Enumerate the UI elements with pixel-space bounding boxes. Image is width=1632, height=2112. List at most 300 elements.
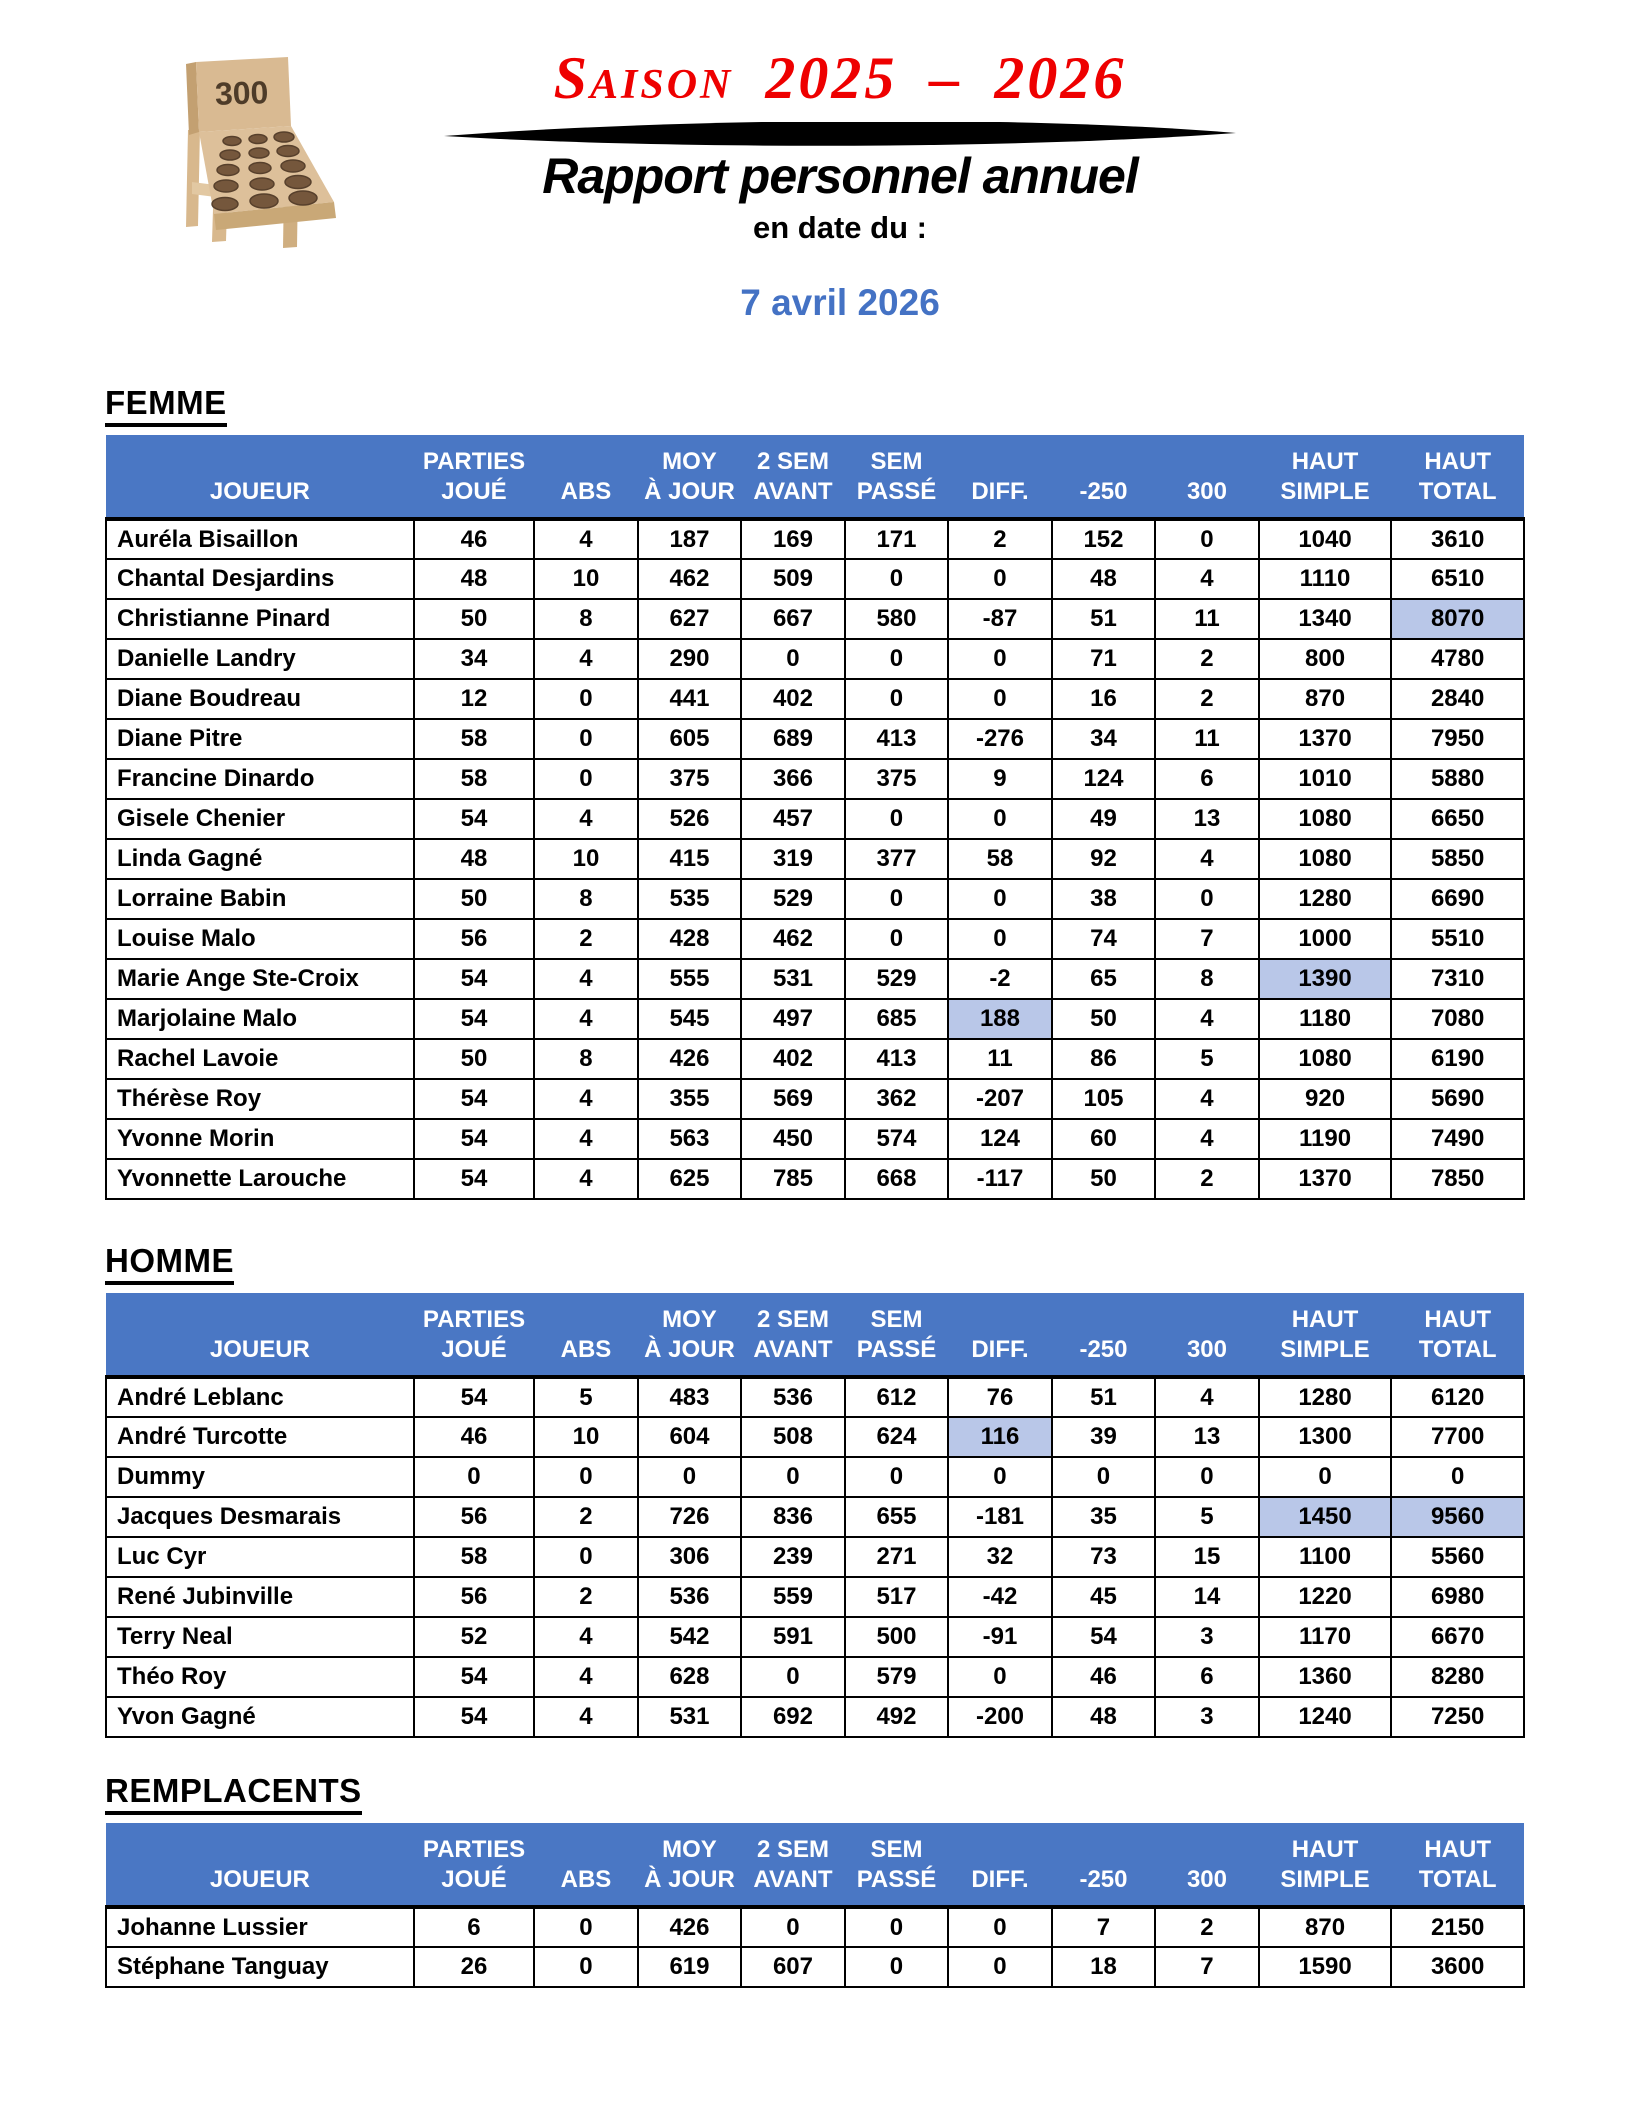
column-header-1: PARTIES JOUÉ: [414, 435, 535, 519]
stat-cell: 7310: [1391, 959, 1524, 999]
stat-cell: 4: [534, 959, 638, 999]
stat-cell: 50: [414, 599, 535, 639]
table-row: [106, 919, 1524, 959]
stat-cell: 0: [741, 1457, 845, 1497]
stat-cell: 497: [741, 999, 845, 1039]
stat-cell: 271: [845, 1537, 949, 1577]
stat-cell: 7700: [1391, 1417, 1524, 1457]
stat-cell: 457: [741, 799, 845, 839]
stat-cell: 0: [638, 1457, 742, 1497]
stat-cell: 870: [1259, 1907, 1392, 1947]
player-name-cell: Marie Ange Ste-Croix: [106, 959, 414, 999]
stat-cell: 1280: [1259, 879, 1392, 919]
stat-cell: 0: [845, 639, 949, 679]
table-row: [106, 999, 1524, 1039]
player-name-cell: Francine Dinardo: [106, 759, 414, 799]
stat-cell: 1000: [1259, 919, 1392, 959]
stat-cell: 7490: [1391, 1119, 1524, 1159]
table-row: [106, 1697, 1524, 1737]
stat-cell: 836: [741, 1497, 845, 1537]
player-name-cell: Rachel Lavoie: [106, 1039, 414, 1079]
season-title: Saison 2025 – 2026: [553, 45, 1127, 111]
stat-cell: 9: [948, 759, 1052, 799]
player-name-cell: Diane Boudreau: [106, 679, 414, 719]
stat-cell: -181: [948, 1497, 1052, 1537]
column-header-5: SEM PASSÉ: [845, 1293, 949, 1377]
stat-cell: 171: [845, 519, 949, 559]
stat-cell: 0: [845, 879, 949, 919]
stat-cell: 46: [414, 1417, 535, 1457]
stat-cell: 0: [845, 919, 949, 959]
stat-cell: 290: [638, 639, 742, 679]
stat-cell: 1180: [1259, 999, 1392, 1039]
stat-cell: 580: [845, 599, 949, 639]
stat-cell: 152: [1052, 519, 1156, 559]
player-name-cell: Théo Roy: [106, 1657, 414, 1697]
stat-cell: 4: [534, 1159, 638, 1199]
player-name-cell: Jacques Desmarais: [106, 1497, 414, 1537]
logo-score-label: 300: [214, 74, 269, 112]
column-header-10: HAUT TOTAL: [1391, 435, 1524, 519]
stats-table-femme: [105, 435, 1525, 1200]
stat-cell: -207: [948, 1079, 1052, 1119]
stat-cell: 54: [414, 799, 535, 839]
stat-cell: -2: [948, 959, 1052, 999]
table-row: [106, 1617, 1524, 1657]
stat-cell: 4: [1155, 559, 1259, 599]
stat-cell: 1040: [1259, 519, 1392, 559]
stat-cell: -117: [948, 1159, 1052, 1199]
stat-cell: 426: [638, 1907, 742, 1947]
stat-cell: 0: [1155, 879, 1259, 919]
stat-cell: 0: [534, 1537, 638, 1577]
stat-cell: 0: [1259, 1457, 1392, 1497]
stat-cell: 71: [1052, 639, 1156, 679]
table-row: [106, 1079, 1524, 1119]
stat-cell: 13: [1155, 1417, 1259, 1457]
stat-cell: 619: [638, 1947, 742, 1987]
stat-cell: 529: [845, 959, 949, 999]
stat-cell: 1110: [1259, 559, 1392, 599]
stat-cell: 8070: [1391, 599, 1524, 639]
stat-cell: 0: [948, 639, 1052, 679]
stat-cell: 7850: [1391, 1159, 1524, 1199]
player-name-cell: Christianne Pinard: [106, 599, 414, 639]
stat-cell: 60: [1052, 1119, 1156, 1159]
stat-cell: 4: [534, 1079, 638, 1119]
stat-cell: 10: [534, 559, 638, 599]
stat-cell: 0: [948, 919, 1052, 959]
stat-cell: 1240: [1259, 1697, 1392, 1737]
column-header-9: HAUT SIMPLE: [1259, 1293, 1392, 1377]
stat-cell: 56: [414, 1577, 535, 1617]
stat-cell: 1100: [1259, 1537, 1392, 1577]
stat-cell: -87: [948, 599, 1052, 639]
player-name-cell: Johanne Lussier: [106, 1907, 414, 1947]
stat-cell: 1300: [1259, 1417, 1392, 1457]
stat-cell: 6510: [1391, 559, 1524, 599]
stat-cell: 8: [534, 599, 638, 639]
stat-cell: 1360: [1259, 1657, 1392, 1697]
stat-cell: 529: [741, 879, 845, 919]
stat-cell: 1080: [1259, 839, 1392, 879]
stat-cell: 0: [741, 1907, 845, 1947]
column-header-6: DIFF.: [948, 1823, 1052, 1907]
stat-cell: 50: [1052, 1159, 1156, 1199]
stat-cell: 187: [638, 519, 742, 559]
stat-cell: 413: [845, 1039, 949, 1079]
stat-cell: 5690: [1391, 1079, 1524, 1119]
stat-cell: 46: [414, 519, 535, 559]
stat-cell: 8: [1155, 959, 1259, 999]
stat-cell: 54: [414, 1377, 535, 1417]
table-row: [106, 1907, 1524, 1947]
player-name-cell: Yvonne Morin: [106, 1119, 414, 1159]
player-name-cell: André Leblanc: [106, 1377, 414, 1417]
section-title-femme: FEMME: [105, 384, 227, 427]
stat-cell: 54: [1052, 1617, 1156, 1657]
stat-cell: 116: [948, 1417, 1052, 1457]
stat-cell: 462: [741, 919, 845, 959]
stat-cell: 50: [414, 1039, 535, 1079]
stat-cell: 689: [741, 719, 845, 759]
column-header-3: MOY À JOUR: [638, 435, 742, 519]
stat-cell: 0: [948, 799, 1052, 839]
stat-cell: 4: [534, 999, 638, 1039]
stat-cell: 4: [534, 519, 638, 559]
table-row: [106, 959, 1524, 999]
column-header-0: JOUEUR: [106, 435, 414, 519]
stat-cell: 483: [638, 1377, 742, 1417]
stat-cell: 105: [1052, 1079, 1156, 1119]
stat-cell: 10: [534, 839, 638, 879]
stat-cell: 1340: [1259, 599, 1392, 639]
stat-cell: 0: [948, 679, 1052, 719]
stat-cell: 1220: [1259, 1577, 1392, 1617]
stat-cell: 500: [845, 1617, 949, 1657]
stat-cell: 5850: [1391, 839, 1524, 879]
stat-cell: 13: [1155, 799, 1259, 839]
stat-cell: 366: [741, 759, 845, 799]
column-header-6: DIFF.: [948, 1293, 1052, 1377]
stat-cell: 56: [414, 1497, 535, 1537]
stat-cell: 11: [948, 1039, 1052, 1079]
stat-cell: 50: [414, 879, 535, 919]
section-homme: [105, 1242, 1525, 1738]
stat-cell: 54: [414, 1657, 535, 1697]
stat-cell: 5: [1155, 1039, 1259, 1079]
player-name-cell: Diane Pitre: [106, 719, 414, 759]
table-row: [106, 879, 1524, 919]
stat-cell: 11: [1155, 719, 1259, 759]
column-header-7: -250: [1052, 1293, 1156, 1377]
stat-cell: 48: [414, 839, 535, 879]
table-row: [106, 1119, 1524, 1159]
column-header-3: MOY À JOUR: [638, 1823, 742, 1907]
player-name-cell: Thérèse Roy: [106, 1079, 414, 1119]
stat-cell: 0: [534, 679, 638, 719]
stat-cell: 4: [534, 1657, 638, 1697]
stat-cell: 188: [948, 999, 1052, 1039]
player-name-cell: André Turcotte: [106, 1417, 414, 1457]
stat-cell: 375: [845, 759, 949, 799]
table-row: [106, 1377, 1524, 1417]
stat-cell: 7: [1155, 1947, 1259, 1987]
stat-cell: 375: [638, 759, 742, 799]
stat-cell: 726: [638, 1497, 742, 1537]
player-name-cell: Marjolaine Malo: [106, 999, 414, 1039]
stat-cell: 6120: [1391, 1377, 1524, 1417]
stat-cell: 6: [414, 1907, 535, 1947]
stat-cell: 535: [638, 879, 742, 919]
stat-cell: 0: [845, 1457, 949, 1497]
stat-cell: 6980: [1391, 1577, 1524, 1617]
stat-cell: 3: [1155, 1617, 1259, 1657]
stat-cell: 402: [741, 679, 845, 719]
stat-cell: 0: [1155, 519, 1259, 559]
stat-cell: 625: [638, 1159, 742, 1199]
player-name-cell: René Jubinville: [106, 1577, 414, 1617]
stat-cell: 34: [414, 639, 535, 679]
stat-cell: 1280: [1259, 1377, 1392, 1417]
stat-cell: 6190: [1391, 1039, 1524, 1079]
stat-cell: 0: [845, 1947, 949, 1987]
stat-cell: 39: [1052, 1417, 1156, 1457]
stat-cell: 0: [1052, 1457, 1156, 1497]
player-name-cell: Chantal Desjardins: [106, 559, 414, 599]
stat-cell: 509: [741, 559, 845, 599]
stat-cell: 8: [534, 879, 638, 919]
stat-cell: 1450: [1259, 1497, 1392, 1537]
stat-cell: 45: [1052, 1577, 1156, 1617]
column-header-1: PARTIES JOUÉ: [414, 1823, 535, 1907]
stat-cell: 6670: [1391, 1617, 1524, 1657]
stat-cell: 0: [1155, 1457, 1259, 1497]
stat-cell: 462: [638, 559, 742, 599]
stat-cell: 0: [534, 759, 638, 799]
player-name-cell: Louise Malo: [106, 919, 414, 959]
stat-cell: 920: [1259, 1079, 1392, 1119]
stat-cell: 4: [1155, 1079, 1259, 1119]
stat-cell: 517: [845, 1577, 949, 1617]
table-row: [106, 1159, 1524, 1199]
stat-cell: 450: [741, 1119, 845, 1159]
stat-cell: 0: [948, 879, 1052, 919]
section-femme: [105, 384, 1525, 1200]
stat-cell: 1370: [1259, 719, 1392, 759]
stat-cell: 48: [1052, 559, 1156, 599]
stat-cell: 0: [534, 1907, 638, 1947]
stat-cell: 1010: [1259, 759, 1392, 799]
table-row: [106, 1947, 1524, 1987]
stat-cell: 319: [741, 839, 845, 879]
stat-cell: 569: [741, 1079, 845, 1119]
column-header-0: JOUEUR: [106, 1293, 414, 1377]
stat-cell: 2: [1155, 639, 1259, 679]
stat-cell: 54: [414, 1697, 535, 1737]
stat-cell: 54: [414, 1079, 535, 1119]
stat-cell: 542: [638, 1617, 742, 1657]
stat-cell: 2: [534, 919, 638, 959]
column-header-8: 300: [1155, 1823, 1259, 1907]
table-row: [106, 719, 1524, 759]
stat-cell: 604: [638, 1417, 742, 1457]
stat-cell: 34: [1052, 719, 1156, 759]
stat-cell: 6650: [1391, 799, 1524, 839]
stat-cell: -276: [948, 719, 1052, 759]
stat-cell: 559: [741, 1577, 845, 1617]
stat-cell: 0: [948, 1657, 1052, 1697]
stat-cell: 0: [845, 679, 949, 719]
stat-cell: 402: [741, 1039, 845, 1079]
stat-cell: 4780: [1391, 639, 1524, 679]
stat-cell: 415: [638, 839, 742, 879]
stat-cell: 692: [741, 1697, 845, 1737]
table-row: [106, 1457, 1524, 1497]
sections: [105, 384, 1525, 1988]
stat-cell: 2: [948, 519, 1052, 559]
stat-cell: 0: [741, 1657, 845, 1697]
stat-cell: 26: [414, 1947, 535, 1987]
stat-cell: 32: [948, 1537, 1052, 1577]
stat-cell: 668: [845, 1159, 949, 1199]
stat-cell: 624: [845, 1417, 949, 1457]
stat-cell: 48: [1052, 1697, 1156, 1737]
stat-cell: 1370: [1259, 1159, 1392, 1199]
stat-cell: 124: [1052, 759, 1156, 799]
stat-cell: 169: [741, 519, 845, 559]
stat-cell: 54: [414, 999, 535, 1039]
column-header-7: -250: [1052, 435, 1156, 519]
stat-cell: 2: [534, 1577, 638, 1617]
stat-cell: 2: [1155, 679, 1259, 719]
column-header-10: HAUT TOTAL: [1391, 1293, 1524, 1377]
table-row: [106, 599, 1524, 639]
stat-cell: -42: [948, 1577, 1052, 1617]
stat-cell: 1590: [1259, 1947, 1392, 1987]
column-header-5: SEM PASSÉ: [845, 435, 949, 519]
game-board-logo: [136, 34, 366, 254]
column-header-9: HAUT SIMPLE: [1259, 435, 1392, 519]
stat-cell: 800: [1259, 639, 1392, 679]
stat-cell: -200: [948, 1697, 1052, 1737]
table-row: [106, 519, 1524, 559]
stat-cell: 5880: [1391, 759, 1524, 799]
stat-cell: 2: [1155, 1907, 1259, 1947]
stat-cell: 7950: [1391, 719, 1524, 759]
stat-cell: 579: [845, 1657, 949, 1697]
header-row: [106, 435, 1524, 519]
stat-cell: 51: [1052, 599, 1156, 639]
stat-cell: 54: [414, 1119, 535, 1159]
column-header-6: DIFF.: [948, 435, 1052, 519]
stat-cell: 655: [845, 1497, 949, 1537]
stat-cell: 35: [1052, 1497, 1156, 1537]
stat-cell: 18: [1052, 1947, 1156, 1987]
stat-cell: 0: [948, 1457, 1052, 1497]
table-row: [106, 679, 1524, 719]
stat-cell: 555: [638, 959, 742, 999]
stat-cell: 6690: [1391, 879, 1524, 919]
stat-cell: 5: [534, 1377, 638, 1417]
column-header-3: MOY À JOUR: [638, 1293, 742, 1377]
stat-cell: 50: [1052, 999, 1156, 1039]
stat-cell: 667: [741, 599, 845, 639]
stat-cell: 15: [1155, 1537, 1259, 1577]
player-name-cell: Yvonnette Larouche: [106, 1159, 414, 1199]
player-name-cell: Stéphane Tanguay: [106, 1947, 414, 1987]
stat-cell: 563: [638, 1119, 742, 1159]
header-row: [106, 1823, 1524, 1907]
stat-cell: 54: [414, 959, 535, 999]
table-row: [106, 1577, 1524, 1617]
report-title: Rapport personnel annuel: [542, 148, 1138, 204]
stat-cell: 239: [741, 1537, 845, 1577]
stat-cell: 54: [414, 1159, 535, 1199]
stat-cell: 1080: [1259, 1039, 1392, 1079]
player-name-cell: Gisele Chenier: [106, 799, 414, 839]
stat-cell: 4: [1155, 1377, 1259, 1417]
stat-cell: 92: [1052, 839, 1156, 879]
column-header-4: 2 SEM AVANT: [741, 435, 845, 519]
stat-cell: 2840: [1391, 679, 1524, 719]
date-label: en date du :: [753, 209, 927, 245]
player-name-cell: Auréla Bisaillon: [106, 519, 414, 559]
column-header-2: ABS: [534, 435, 638, 519]
stat-cell: 306: [638, 1537, 742, 1577]
stat-cell: 58: [948, 839, 1052, 879]
stat-cell: 0: [845, 799, 949, 839]
stat-cell: 607: [741, 1947, 845, 1987]
stat-cell: 14: [1155, 1577, 1259, 1617]
stat-cell: 0: [534, 1457, 638, 1497]
stat-cell: 2150: [1391, 1907, 1524, 1947]
stat-cell: 605: [638, 719, 742, 759]
stat-cell: 74: [1052, 919, 1156, 959]
stat-cell: 5560: [1391, 1537, 1524, 1577]
stat-cell: 1190: [1259, 1119, 1392, 1159]
date-value: 7 avril 2026: [740, 281, 940, 323]
stat-cell: 6: [1155, 1657, 1259, 1697]
stat-cell: 492: [845, 1697, 949, 1737]
table-row: [106, 1537, 1524, 1577]
stat-cell: 441: [638, 679, 742, 719]
stat-cell: 2: [1155, 1159, 1259, 1199]
column-header-0: JOUEUR: [106, 1823, 414, 1907]
stat-cell: 545: [638, 999, 742, 1039]
stat-cell: 12: [414, 679, 535, 719]
table-row: [106, 559, 1524, 599]
stat-cell: 49: [1052, 799, 1156, 839]
stat-cell: 0: [534, 719, 638, 759]
stat-cell: 508: [741, 1417, 845, 1457]
stat-cell: 10: [534, 1417, 638, 1457]
stat-cell: 5510: [1391, 919, 1524, 959]
stat-cell: 11: [1155, 599, 1259, 639]
stat-cell: 7: [1052, 1907, 1156, 1947]
stat-cell: 574: [845, 1119, 949, 1159]
player-name-cell: Dummy: [106, 1457, 414, 1497]
section-title-rempl: REMPLACENTS: [105, 1772, 362, 1815]
player-name-cell: Terry Neal: [106, 1617, 414, 1657]
section-rempl: [105, 1772, 1525, 1988]
stat-cell: 0: [414, 1457, 535, 1497]
title-block: [370, 45, 1310, 323]
player-name-cell: Yvon Gagné: [106, 1697, 414, 1737]
stat-cell: 531: [741, 959, 845, 999]
table-row: [106, 839, 1524, 879]
table-row: [106, 799, 1524, 839]
